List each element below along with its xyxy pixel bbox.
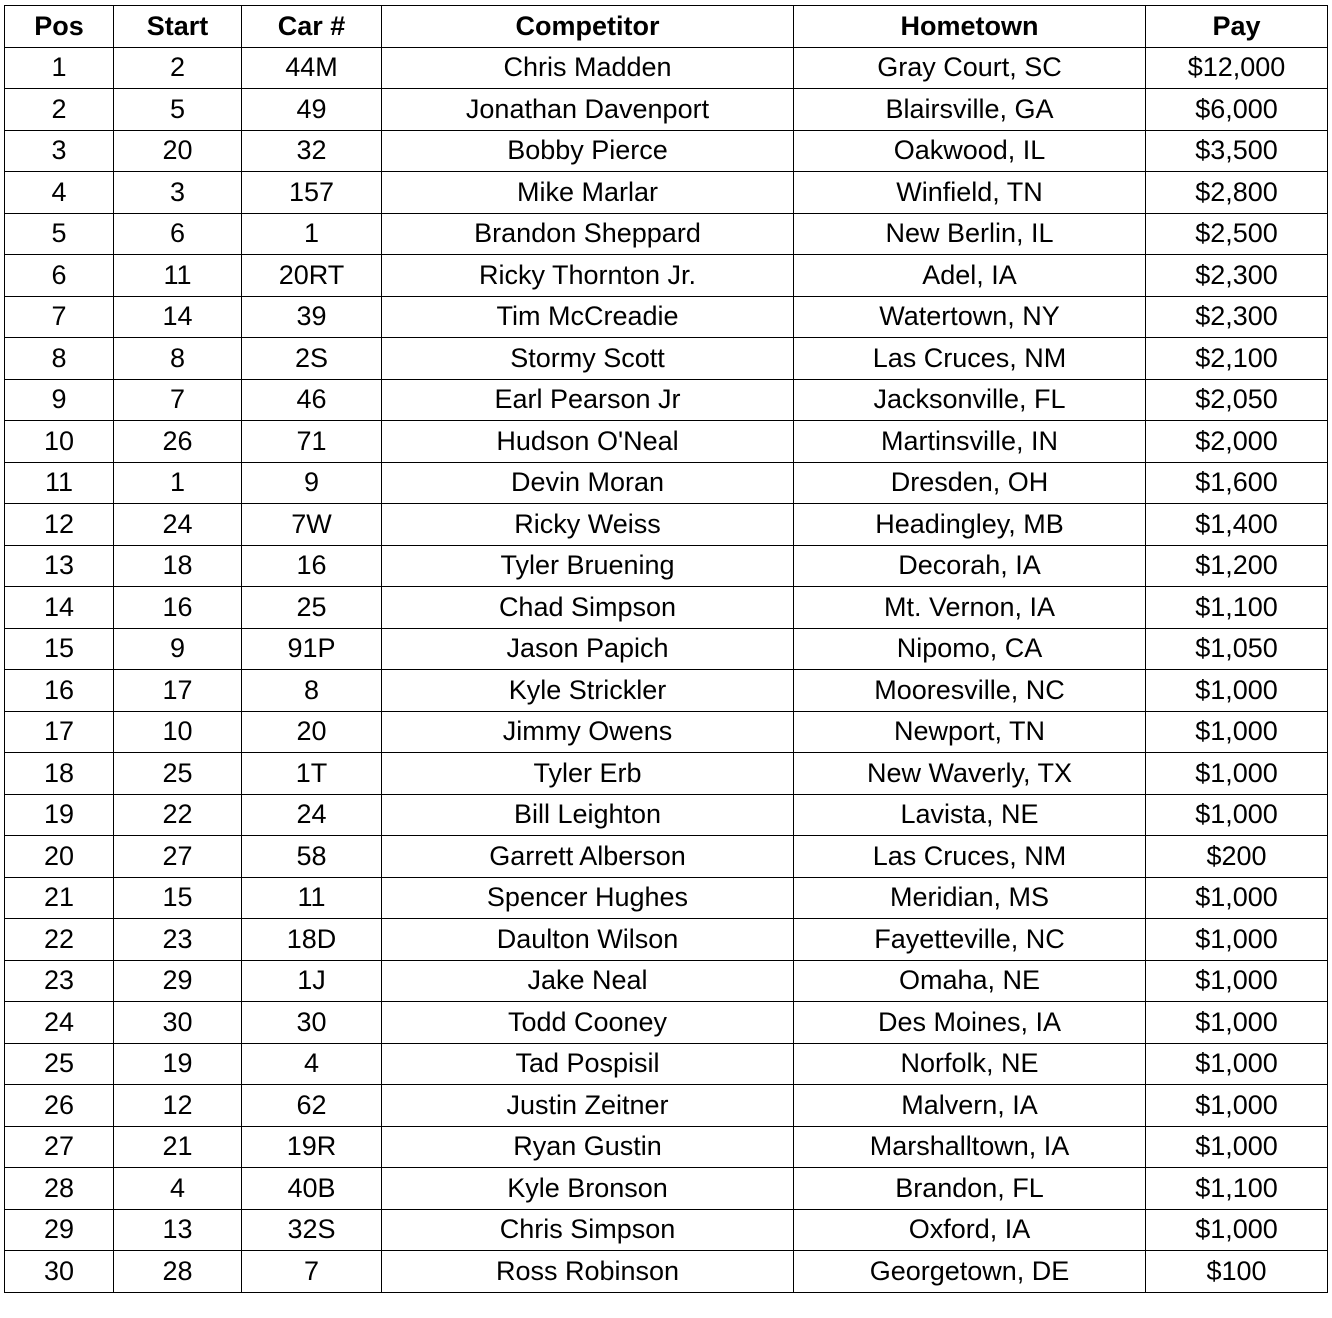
results-table — [4, 5, 1328, 1293]
cell-competitor: Garrett Alberson — [382, 836, 794, 878]
cell-competitor: Jimmy Owens — [382, 711, 794, 753]
cell-start: 6 — [114, 213, 242, 255]
cell-start: 1 — [114, 462, 242, 504]
cell-pos: 12 — [5, 504, 114, 546]
cell-pos: 27 — [5, 1126, 114, 1168]
cell-competitor: Tim McCreadie — [382, 296, 794, 338]
cell-competitor: Hudson O'Neal — [382, 421, 794, 463]
cell-pay: $2,800 — [1146, 172, 1328, 214]
cell-pos: 29 — [5, 1209, 114, 1251]
cell-hometown: New Waverly, TX — [794, 753, 1146, 795]
cell-pay: $1,000 — [1146, 753, 1328, 795]
cell-pay: $1,000 — [1146, 960, 1328, 1002]
cell-pay: $1,000 — [1146, 711, 1328, 753]
cell-pay: $1,000 — [1146, 670, 1328, 712]
column-header-pay: Pay — [1146, 6, 1328, 48]
table-header — [5, 6, 1328, 48]
cell-pos: 21 — [5, 877, 114, 919]
cell-competitor: Tyler Erb — [382, 753, 794, 795]
table-row — [5, 1043, 1328, 1085]
table-row — [5, 587, 1328, 629]
cell-hometown: Gray Court, SC — [794, 47, 1146, 89]
table-row — [5, 919, 1328, 961]
cell-hometown: Fayetteville, NC — [794, 919, 1146, 961]
table-row — [5, 130, 1328, 172]
cell-pay: $1,000 — [1146, 1002, 1328, 1044]
table-row — [5, 462, 1328, 504]
cell-car-number: 20 — [242, 711, 382, 753]
cell-car-number: 16 — [242, 545, 382, 587]
cell-pay: $1,000 — [1146, 1043, 1328, 1085]
cell-competitor: Devin Moran — [382, 462, 794, 504]
cell-hometown: Georgetown, DE — [794, 1251, 1146, 1293]
cell-pos: 11 — [5, 462, 114, 504]
cell-pay: $1,400 — [1146, 504, 1328, 546]
table-row — [5, 296, 1328, 338]
cell-pos: 10 — [5, 421, 114, 463]
cell-car-number: 24 — [242, 794, 382, 836]
cell-start: 10 — [114, 711, 242, 753]
cell-hometown: New Berlin, IL — [794, 213, 1146, 255]
cell-pay: $1,100 — [1146, 1168, 1328, 1210]
cell-competitor: Justin Zeitner — [382, 1085, 794, 1127]
cell-hometown: Omaha, NE — [794, 960, 1146, 1002]
cell-competitor: Jason Papich — [382, 628, 794, 670]
cell-car-number: 11 — [242, 877, 382, 919]
cell-pay: $2,000 — [1146, 421, 1328, 463]
cell-hometown: Las Cruces, NM — [794, 338, 1146, 380]
cell-start: 26 — [114, 421, 242, 463]
table-row — [5, 421, 1328, 463]
cell-pos: 17 — [5, 711, 114, 753]
cell-start: 3 — [114, 172, 242, 214]
cell-start: 17 — [114, 670, 242, 712]
cell-hometown: Blairsville, GA — [794, 89, 1146, 131]
cell-car-number: 7W — [242, 504, 382, 546]
cell-competitor: Earl Pearson Jr — [382, 379, 794, 421]
cell-start: 21 — [114, 1126, 242, 1168]
cell-competitor: Stormy Scott — [382, 338, 794, 380]
cell-pos: 22 — [5, 919, 114, 961]
cell-hometown: Oxford, IA — [794, 1209, 1146, 1251]
cell-car-number: 32S — [242, 1209, 382, 1251]
cell-start: 5 — [114, 89, 242, 131]
cell-pay: $1,050 — [1146, 628, 1328, 670]
cell-competitor: Ryan Gustin — [382, 1126, 794, 1168]
cell-start: 9 — [114, 628, 242, 670]
cell-pay: $1,100 — [1146, 587, 1328, 629]
cell-start: 11 — [114, 255, 242, 297]
cell-car-number: 32 — [242, 130, 382, 172]
header-row — [5, 6, 1328, 48]
cell-pos: 23 — [5, 960, 114, 1002]
table-row — [5, 545, 1328, 587]
cell-car-number: 2S — [242, 338, 382, 380]
table-row — [5, 172, 1328, 214]
cell-pos: 24 — [5, 1002, 114, 1044]
cell-start: 23 — [114, 919, 242, 961]
cell-car-number: 30 — [242, 1002, 382, 1044]
table-row — [5, 711, 1328, 753]
cell-hometown: Watertown, NY — [794, 296, 1146, 338]
cell-competitor: Spencer Hughes — [382, 877, 794, 919]
cell-hometown: Des Moines, IA — [794, 1002, 1146, 1044]
cell-hometown: Jacksonville, FL — [794, 379, 1146, 421]
cell-start: 8 — [114, 338, 242, 380]
cell-pos: 18 — [5, 753, 114, 795]
table-row — [5, 255, 1328, 297]
cell-competitor: Chris Madden — [382, 47, 794, 89]
cell-car-number: 46 — [242, 379, 382, 421]
cell-competitor: Daulton Wilson — [382, 919, 794, 961]
cell-start: 27 — [114, 836, 242, 878]
cell-competitor: Mike Marlar — [382, 172, 794, 214]
cell-pay: $1,000 — [1146, 1126, 1328, 1168]
cell-start: 19 — [114, 1043, 242, 1085]
cell-start: 18 — [114, 545, 242, 587]
cell-car-number: 8 — [242, 670, 382, 712]
cell-pos: 30 — [5, 1251, 114, 1293]
cell-car-number: 1T — [242, 753, 382, 795]
cell-pos: 19 — [5, 794, 114, 836]
cell-pos: 5 — [5, 213, 114, 255]
table-row — [5, 1209, 1328, 1251]
table-row — [5, 753, 1328, 795]
cell-hometown: Nipomo, CA — [794, 628, 1146, 670]
cell-car-number: 1 — [242, 213, 382, 255]
cell-competitor: Ricky Thornton Jr. — [382, 255, 794, 297]
cell-pay: $2,050 — [1146, 379, 1328, 421]
cell-pay: $2,500 — [1146, 213, 1328, 255]
cell-pay: $1,000 — [1146, 794, 1328, 836]
cell-car-number: 4 — [242, 1043, 382, 1085]
cell-pay: $1,200 — [1146, 545, 1328, 587]
cell-pos: 25 — [5, 1043, 114, 1085]
cell-pos: 9 — [5, 379, 114, 421]
table-row — [5, 379, 1328, 421]
cell-car-number: 18D — [242, 919, 382, 961]
cell-pos: 4 — [5, 172, 114, 214]
cell-start: 29 — [114, 960, 242, 1002]
cell-car-number: 9 — [242, 462, 382, 504]
cell-pos: 3 — [5, 130, 114, 172]
cell-hometown: Dresden, OH — [794, 462, 1146, 504]
cell-car-number: 39 — [242, 296, 382, 338]
cell-pos: 6 — [5, 255, 114, 297]
table-row — [5, 628, 1328, 670]
cell-hometown: Mooresville, NC — [794, 670, 1146, 712]
cell-pay: $1,600 — [1146, 462, 1328, 504]
column-header-car-number: Car # — [242, 6, 382, 48]
cell-pay: $1,000 — [1146, 919, 1328, 961]
cell-competitor: Tad Pospisil — [382, 1043, 794, 1085]
cell-car-number: 20RT — [242, 255, 382, 297]
cell-pos: 14 — [5, 587, 114, 629]
cell-start: 15 — [114, 877, 242, 919]
table-row — [5, 960, 1328, 1002]
cell-start: 12 — [114, 1085, 242, 1127]
column-header-hometown: Hometown — [794, 6, 1146, 48]
cell-hometown: Malvern, IA — [794, 1085, 1146, 1127]
cell-car-number: 19R — [242, 1126, 382, 1168]
cell-pos: 16 — [5, 670, 114, 712]
cell-pay: $2,100 — [1146, 338, 1328, 380]
cell-competitor: Todd Cooney — [382, 1002, 794, 1044]
cell-car-number: 91P — [242, 628, 382, 670]
cell-hometown: Decorah, IA — [794, 545, 1146, 587]
cell-hometown: Winfield, TN — [794, 172, 1146, 214]
table-row — [5, 1251, 1328, 1293]
cell-hometown: Newport, TN — [794, 711, 1146, 753]
cell-start: 2 — [114, 47, 242, 89]
cell-pos: 7 — [5, 296, 114, 338]
cell-hometown: Martinsville, IN — [794, 421, 1146, 463]
cell-pay: $200 — [1146, 836, 1328, 878]
cell-hometown: Meridian, MS — [794, 877, 1146, 919]
table-row — [5, 670, 1328, 712]
cell-start: 28 — [114, 1251, 242, 1293]
cell-pay: $1,000 — [1146, 1209, 1328, 1251]
column-header-start: Start — [114, 6, 242, 48]
cell-start: 16 — [114, 587, 242, 629]
table-row — [5, 89, 1328, 131]
cell-hometown: Las Cruces, NM — [794, 836, 1146, 878]
cell-pos: 28 — [5, 1168, 114, 1210]
cell-competitor: Ross Robinson — [382, 1251, 794, 1293]
cell-pos: 26 — [5, 1085, 114, 1127]
cell-competitor: Kyle Strickler — [382, 670, 794, 712]
table-row — [5, 1002, 1328, 1044]
cell-start: 20 — [114, 130, 242, 172]
cell-start: 14 — [114, 296, 242, 338]
cell-car-number: 62 — [242, 1085, 382, 1127]
cell-start: 24 — [114, 504, 242, 546]
cell-pay: $1,000 — [1146, 1085, 1328, 1127]
cell-car-number: 25 — [242, 587, 382, 629]
cell-car-number: 71 — [242, 421, 382, 463]
cell-pos: 1 — [5, 47, 114, 89]
cell-car-number: 40B — [242, 1168, 382, 1210]
table-row — [5, 794, 1328, 836]
cell-hometown: Adel, IA — [794, 255, 1146, 297]
column-header-competitor: Competitor — [382, 6, 794, 48]
cell-start: 4 — [114, 1168, 242, 1210]
cell-competitor: Jake Neal — [382, 960, 794, 1002]
cell-start: 13 — [114, 1209, 242, 1251]
table-row — [5, 1085, 1328, 1127]
table-row — [5, 338, 1328, 380]
cell-pos: 13 — [5, 545, 114, 587]
table-row — [5, 504, 1328, 546]
cell-pos: 20 — [5, 836, 114, 878]
cell-competitor: Ricky Weiss — [382, 504, 794, 546]
cell-hometown: Headingley, MB — [794, 504, 1146, 546]
cell-hometown: Norfolk, NE — [794, 1043, 1146, 1085]
cell-pay: $1,000 — [1146, 877, 1328, 919]
cell-car-number: 7 — [242, 1251, 382, 1293]
table-row — [5, 47, 1328, 89]
cell-start: 30 — [114, 1002, 242, 1044]
cell-competitor: Bobby Pierce — [382, 130, 794, 172]
cell-car-number: 49 — [242, 89, 382, 131]
cell-competitor: Kyle Bronson — [382, 1168, 794, 1210]
table-row — [5, 1126, 1328, 1168]
cell-start: 7 — [114, 379, 242, 421]
cell-pay: $2,300 — [1146, 296, 1328, 338]
cell-hometown: Brandon, FL — [794, 1168, 1146, 1210]
cell-start: 25 — [114, 753, 242, 795]
cell-pay: $6,000 — [1146, 89, 1328, 131]
cell-hometown: Mt. Vernon, IA — [794, 587, 1146, 629]
column-header-pos: Pos — [5, 6, 114, 48]
cell-pay: $12,000 — [1146, 47, 1328, 89]
cell-pay: $2,300 — [1146, 255, 1328, 297]
table-row — [5, 836, 1328, 878]
cell-pay: $100 — [1146, 1251, 1328, 1293]
cell-car-number: 58 — [242, 836, 382, 878]
cell-competitor: Jonathan Davenport — [382, 89, 794, 131]
cell-car-number: 1J — [242, 960, 382, 1002]
table-row — [5, 1168, 1328, 1210]
cell-car-number: 44M — [242, 47, 382, 89]
cell-car-number: 157 — [242, 172, 382, 214]
cell-competitor: Tyler Bruening — [382, 545, 794, 587]
cell-competitor: Chad Simpson — [382, 587, 794, 629]
table-body — [5, 47, 1328, 1292]
cell-competitor: Bill Leighton — [382, 794, 794, 836]
cell-pos: 8 — [5, 338, 114, 380]
cell-competitor: Brandon Sheppard — [382, 213, 794, 255]
cell-hometown: Lavista, NE — [794, 794, 1146, 836]
table-row — [5, 877, 1328, 919]
cell-start: 22 — [114, 794, 242, 836]
cell-competitor: Chris Simpson — [382, 1209, 794, 1251]
cell-pos: 15 — [5, 628, 114, 670]
cell-pay: $3,500 — [1146, 130, 1328, 172]
table-row — [5, 213, 1328, 255]
cell-pos: 2 — [5, 89, 114, 131]
cell-hometown: Marshalltown, IA — [794, 1126, 1146, 1168]
cell-hometown: Oakwood, IL — [794, 130, 1146, 172]
